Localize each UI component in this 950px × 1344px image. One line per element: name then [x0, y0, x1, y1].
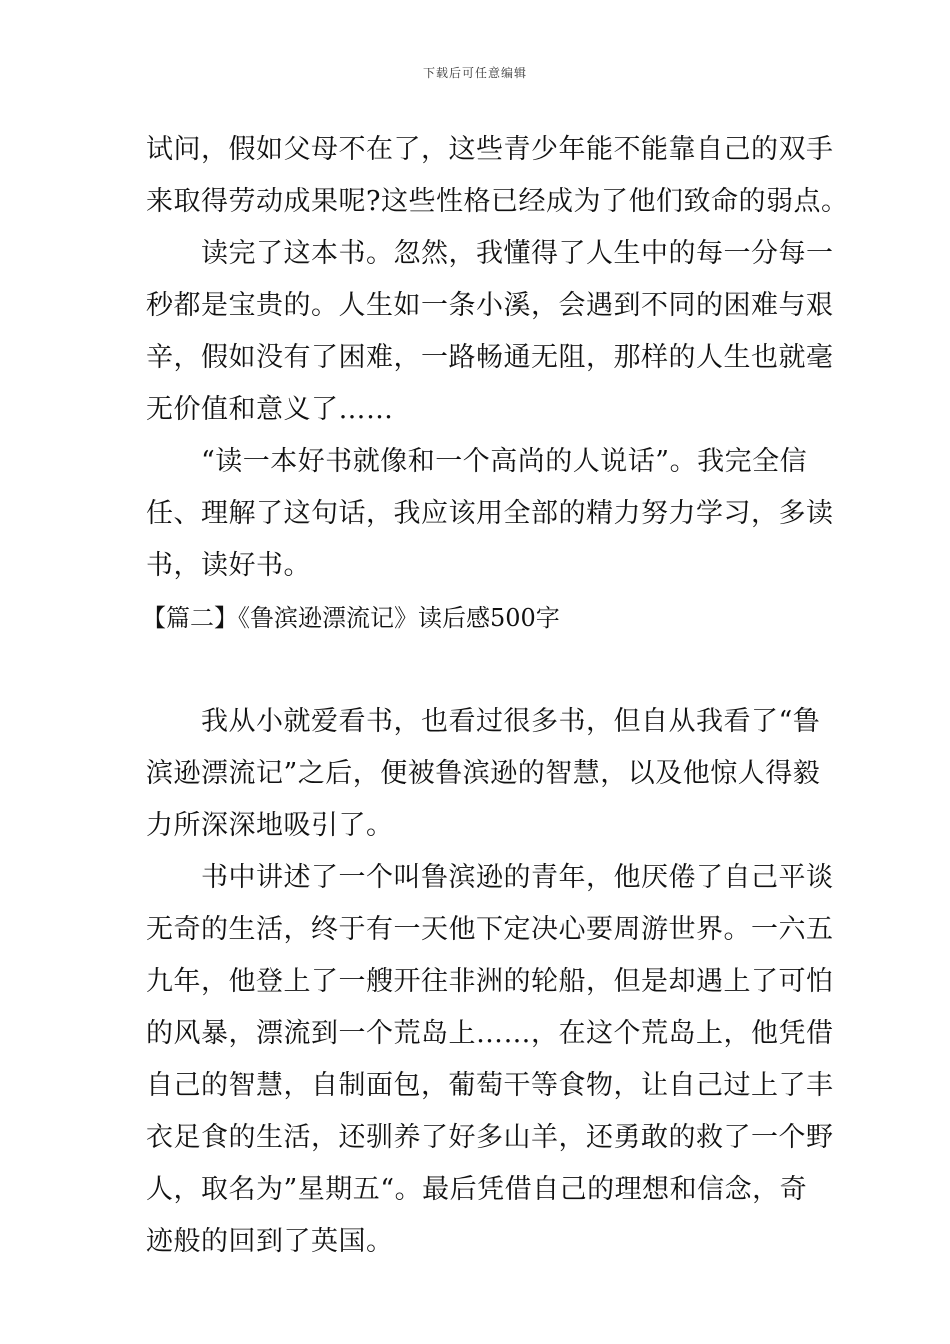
text-line: 无奇的生活，终于有一天他下定决心要周游世界。一六五	[146, 914, 834, 945]
text-line: 书，读好书。	[146, 550, 311, 581]
text-line: 秒都是宝贵的。人生如一条小溪，会遇到不同的困难与艰	[146, 290, 834, 321]
text-line: 滨逊漂流记”之后，便被鲁滨逊的智慧，以及他惊人得毅	[146, 758, 821, 789]
text-line: 我从小就爱看书，也看过很多书，但自从我看了“鲁	[146, 706, 821, 737]
document-body	[142, 124, 849, 1268]
text-line: 试问，假如父母不在了，这些青少年能不能靠自己的双手	[146, 134, 834, 165]
text-line: 任、理解了这句话，我应该用全部的精力努力学习，多读	[146, 498, 834, 529]
text-line: 书中讲述了一个叫鲁滨逊的青年，他厌倦了自己平谈	[146, 862, 834, 893]
text-line: 辛，假如没有了困难，一路畅通无阻，那样的人生也就毫	[146, 342, 834, 373]
text-line: 读完了这本书。忽然，我懂得了人生中的每一分每一	[146, 238, 834, 269]
section-heading: 【篇二】《鲁滨逊漂流记》读后感500字	[142, 604, 560, 632]
text-line: 人，取名为”星期五“。最后凭借自己的理想和信念，奇	[146, 1174, 808, 1205]
text-line: 自己的智慧，自制面包，葡萄干等食物，让自己过上了丰	[146, 1070, 834, 1101]
text-line: 无价值和意义了……	[146, 394, 394, 425]
text-line: 来取得劳动成果呢?这些性格已经成为了他们致命的弱点。	[146, 186, 849, 217]
text-line: 的风暴，漂流到一个荒岛上……，在这个荒岛上，他凭借	[146, 1018, 834, 1049]
text-line: 九年，他登上了一艘开往非洲的轮船，但是却遇上了可怕	[146, 966, 834, 997]
page-header: 下载后可任意编辑	[422, 66, 527, 80]
text-line: 迹般的回到了英国。	[146, 1226, 394, 1257]
blank-line	[146, 644, 808, 696]
text-line: 衣足食的生活，还驯养了好多山羊，还勇敢的救了一个野	[146, 1122, 834, 1153]
text-line: “读一本好书就像和一个高尚的人说话”。我完全信	[146, 446, 808, 477]
text-line: 力所深深地吸引了。	[146, 810, 394, 841]
